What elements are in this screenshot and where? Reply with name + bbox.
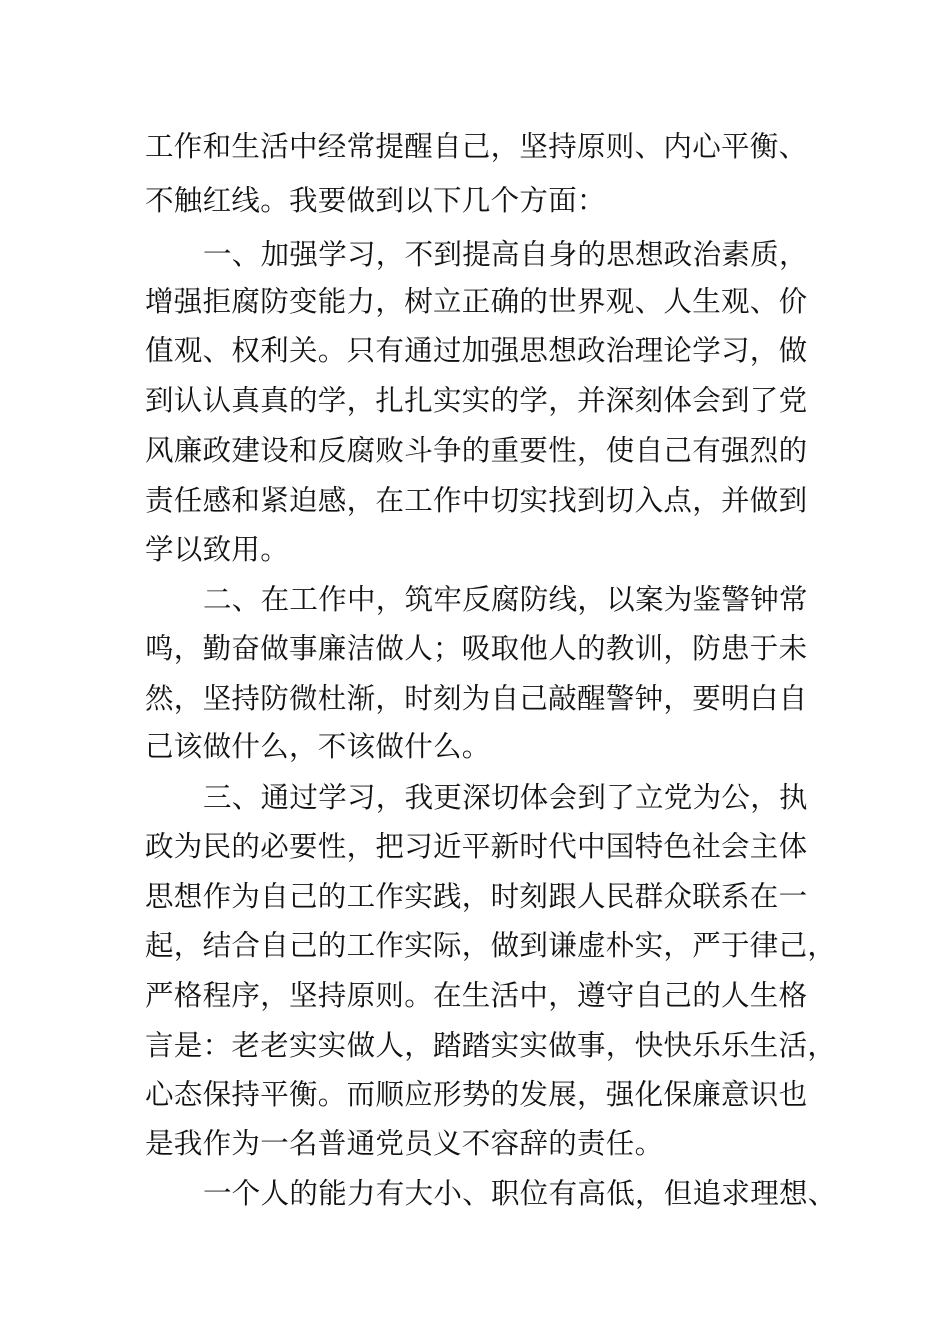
text-line: 学以致用。 (145, 533, 290, 566)
text-line: 思想作为自己的工作实践，时刻跟人民群众联系在一 (145, 880, 808, 913)
text-line: 风廉政建设和反腐败斗争的重要性，使自己有强烈的 (145, 434, 808, 467)
text-line: 增强拒腐防变能力，树立正确的世界观、人生观、价 (145, 285, 808, 318)
text-line: 己该做什么，不该做什么。 (145, 730, 491, 763)
text-line: 心态保持平衡。而顺应形势的发展，强化保廉意识也 (145, 1078, 808, 1111)
text-line: 值观、权利关。只有通过加强思想政治理论学习，做 (145, 334, 808, 367)
text-line: 不触红线。我要做到以下几个方面： (145, 184, 606, 217)
text-line: 起，结合自己的工作实际，做到谦虚朴实，严于律己， (145, 929, 837, 962)
text-line: 鸣，勤奋做事廉洁做人；吸取他人的教训，防患于未 (145, 632, 808, 665)
text-line: 政为民的必要性，把习近平新时代中国特色社会主体 (145, 830, 808, 863)
text-line: 严格程序，坚持原则。在生活中，遵守自己的人生格 (145, 979, 808, 1012)
paragraph-start-line: 一个人的能力有大小、职位有高低，但追求理想、 (203, 1177, 837, 1210)
text-line: 责任感和紧迫感，在工作中切实找到切入点，并做到 (145, 484, 808, 517)
text-line: 言是：老老实实做人，踏踏实实做事，快快乐乐生活， (145, 1029, 837, 1062)
paragraph-start-line: 一、加强学习，不到提高自身的思想政治素质， (203, 238, 808, 271)
text-line: 是我作为一名普通党员义不容辞的责任。 (145, 1127, 664, 1160)
paragraph-start-line: 三、通过学习，我更深切体会到了立党为公，执 (203, 781, 808, 814)
text-line: 工作和生活中经常提醒自己，坚持原则、内心平衡、 (145, 130, 808, 163)
text-line: 然，坚持防微杜渐，时刻为自己敲醒警钟，要明白自 (145, 682, 808, 715)
paragraph-start-line: 二、在工作中，筑牢反腐防线，以案为鉴警钟常 (203, 583, 808, 616)
text-line: 到认认真真的学，扎扎实实的学，并深刻体会到了党 (145, 384, 808, 417)
